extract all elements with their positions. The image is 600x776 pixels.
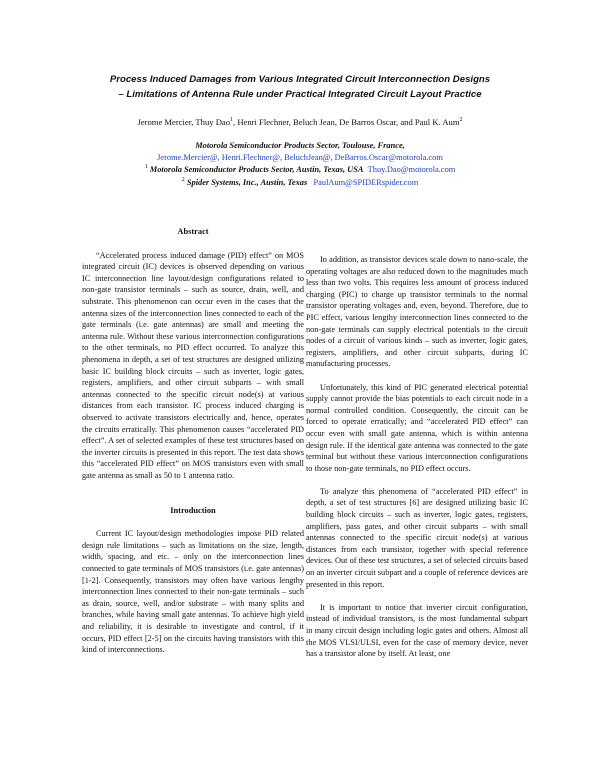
affiliation-usa-name: Motorola Semiconductor Products Sector, Austin, Texas, USA bbox=[149, 165, 364, 174]
email-link-usa[interactable]: Thuy.Dao@motorola.com bbox=[367, 165, 456, 174]
right-paragraph-4: It is important to notice that inverter circuit configuration, instead of individual transistors, is the most fundamental subpart in many circuit design including logic gates and others. Almost all the MOS VLSI/ULSI, even for the case of memory device, never has a transistor alone by itself. At least, one bbox=[306, 602, 528, 659]
right-paragraph-3: To analyze this phenomena of “accelerated PID effect” in depth, a set of test structures [6] are designed utilizing basic IC building block circuits – such as inverter, logic gates, registers, amplifiers, pass gates, and other circuit subparts – with small antennas connected to the specific circuit node(s) at various distances from each transistor, together with special reference devices. Out of these test structures, a set of selected circuits based on an inverter circuit subpart and a couple of reference devices are presented in this report. bbox=[306, 486, 528, 589]
affiliation-france-emails bbox=[40, 152, 560, 164]
email-link-spider[interactable]: PaulAum@SPIDERspider.com bbox=[313, 178, 419, 187]
left-column bbox=[82, 226, 304, 667]
author-last-affiliation-mark: 2 bbox=[459, 117, 463, 124]
right-column bbox=[306, 254, 528, 671]
paper-title bbox=[90, 72, 510, 102]
affiliation-usa bbox=[40, 164, 560, 176]
introduction-heading: Introduction bbox=[170, 505, 216, 515]
right-paragraph-1: In addition, as transistor devices scale down to nano-scale, the operating voltages are also reduced down to the magnitudes much less than two volts. This requires less amount of process induced charging (PIC) to charge up transistor terminals to the normal transistor operating voltages and, even, beyond. Therefore, due to PIC effect, various lengthy interconnection lines connected to the non-gate terminals can supply electrical potentials to the circuit nodes of a circuit of various kinds – such as inverter, logic gates, registers, amplifiers, and other circuit subparts, during IC manufacturing processes. bbox=[306, 255, 528, 369]
author-2-affiliation-mark: 1 bbox=[230, 117, 234, 124]
abstract-text: “Accelerated process induced damage (PID) effect” on MOS integrated circuit (IC) devices is observed depending on various IC interconnection line layout/design configurations related to non-gate transistor terminals – such as source, drain, well, and substrate. This phenomenon can occur even in the cases that the antenna sizes of the interconnection lines connected to each of the gate terminals (i.e. gate antennas) are small and meeting the antenna rule. Without these various interconnection configurations to the other terminals, no PID effect occurred. To analyze this phenomena in depth, a set of test structures are designed utilizing basic IC building block circuits – such as inverter, logic gates, registers, amplifiers, and other circuit subparts – with small antennas connected to the specific circuit node(s) at various distances from each transistor. IC process induced charging is observed to activate transistors electrically and, hence, operates the circuits erratically. This phenomenon causes “accelerated PID effect”. A set of selected examples of these test structures based on the inverter circuits is presented in this report. The test data shows this “accelerated PID effect” on MOS transistors even with small gate antenna as small as 50 to 1 antenna ratio. bbox=[82, 250, 304, 480]
title-line-2: – Limitations of Antenna Rule under Practical Integrated Circuit Layout Practice bbox=[118, 89, 482, 100]
abstract-heading: Abstract bbox=[177, 227, 209, 236]
affiliation-france-name: Motorola Semiconductor Products Sector, Toulouse, France, bbox=[195, 141, 405, 150]
introduction-paragraph-1: Current IC layout/design methodologies impose PID related design rule limitations – such as limitations on the size, length, width, spacing, and etc. – only on the interconnection lines connected to gate terminals of MOS transistors (i.e. gate antennas) [1-2]. Consequently, transistors may often have various lengthy interconnection lines connected to their non-gate terminals – such as drain, source, well, and/or substrate – with many splits and branches, while having small gate antennas. To achieve high yield and reliability, it is desirable to investigate and control, if it occurs, PID effect [2-5] on the circuits having transistors with this kind of interconnections. bbox=[82, 529, 304, 655]
affiliation-mark-1: 1 bbox=[144, 164, 148, 171]
title-line-1: Process Induced Damages from Various Integrated Circuit Interconnection Designs bbox=[109, 74, 491, 85]
right-paragraph-2: Unfortunately, this kind of PIC generated electrical potential supply cannot provide the bias potentials to each circuit node in a normal controlled condition. Consequently, the circuit can be forced to operate erratically; and “accelerated PID effect” can occur even with small gate antenna, which is within antenna design rule. If the identical gate antenna was connected to the gate terminal but without these various interconnection configurations to those non-gate terminals, no PID effect occurs. bbox=[306, 382, 528, 473]
author-rest: , Henri Flechner, Beluch Jean, De Barros Oscar, and Paul K. Aum bbox=[233, 117, 460, 127]
affiliation-france bbox=[40, 140, 560, 152]
email-link-france[interactable]: Jerome.Mercier@, Henri.Flechner@, BeluchJean@, DeBarros.Oscar@motorola.com bbox=[157, 153, 443, 162]
author-2: Thuy Dao bbox=[195, 117, 231, 127]
author-1: Jerome Mercier, bbox=[137, 117, 194, 127]
affiliation-spider-name: Spider Systems, Inc., Austin, Texas bbox=[186, 178, 308, 187]
affiliation-spider bbox=[40, 177, 560, 189]
author-list bbox=[60, 116, 540, 128]
affiliation-mark-2: 2 bbox=[181, 177, 185, 184]
